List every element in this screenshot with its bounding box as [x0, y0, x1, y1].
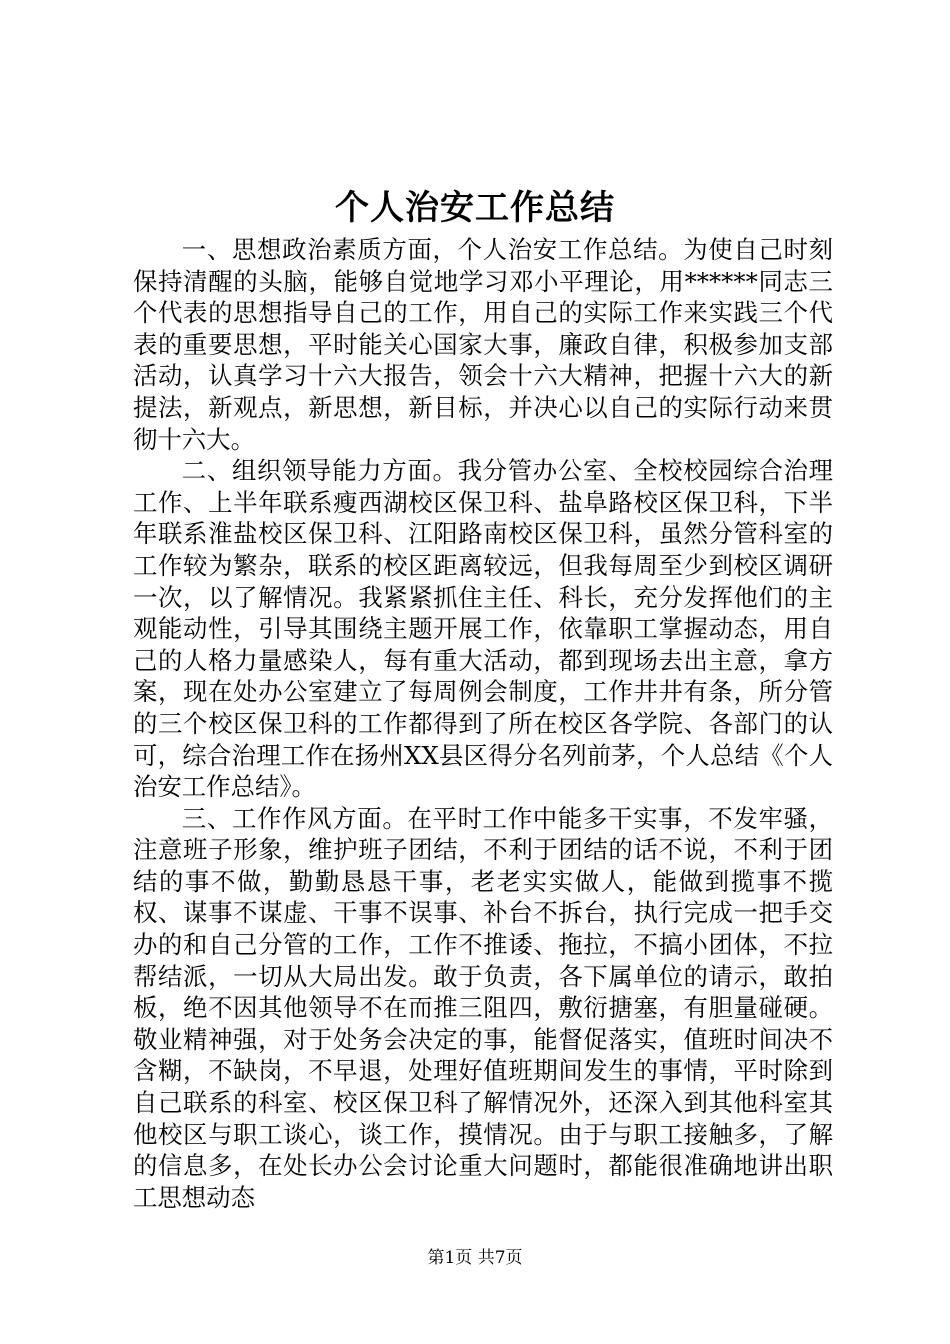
- document-title: 个人治安工作总结: [335, 188, 615, 228]
- paragraph-2: 二、组织领导能力方面。我分管办公室、全校校园综合治理工作、上半年联系瘦西湖校区保卫科、盐阜路校区保卫科，下半年联系淮盐校区保卫科、江阳路南校区保卫科，虽然分管科室的工作较为繁杂，联系的校区距离较远，但我每周至少到校区调研一次，以了解情况。我紧紧抓住主任、科长，充分发挥他们的主观能动性，引导其围绕主题开展工作，依靠职工掌握动态，用自己的人格力量感染人，每有重大活动，都到现场去出主意，拿方案，现在处办公室建立了每周例会制度，工作井井有条，所分管的三个校区保卫科的工作都得到了所在校区各学院、各部门的认可，综合治理工作在扬州XX县区得分名列前茅，个人总结《个人治安工作总结》。: [133, 456, 833, 802]
- page-number-footer: 第1页 共7页: [427, 1248, 523, 1268]
- paragraph-3: 三、工作作风方面。在平时工作中能多干实事，不发牢骚，注意班子形象，维护班子团结，不利于团结的话不说，不利于团结的事不做，勤勤恳恳干事，老老实实做人，能做到揽事不揽权、谋事不谋虚、干事不误事、补台不拆台，执行完成一把手交办的和自己分管的工作，工作不推诿、拖拉，不搞小团体，不拉帮结派，一切从大局出发。敢于负责，各下属单位的请示，敢拍板，绝不因其他领导不在而推三阻四，敷衍搪塞，有胆量碰硬。敬业精神强，对于处务会决定的事，能督促落实，值班时间决不含糊，不缺岗，不早退，处理好值班期间发生的事情，平时除到自己联系的科室、校区保卫科了解情况外，还深入到其他科室其他校区与职工谈心，谈工作，摸情况。由于与职工接触多，了解的信息多，在处长办公会讨论重大问题时，都能很准确地讲出职工思想动态: [133, 803, 833, 1212]
- document-body: [133, 234, 833, 1213]
- paragraph-1: 一、思想政治素质方面，个人治安工作总结。为使自己时刻保持清醒的头脑，能够自觉地学习邓小平理论，用******同志三个代表的思想指导自己的工作，用自己的实际工作来实践三个代表的重要思想，平时能关心国家大事，廉政自律，积极参加支部活动，认真学习十六大报告，领会十六大精神，把握十六大的新提法，新观点，新思想，新目标，并决心以自己的实际行动来贯彻十六大。: [133, 235, 833, 454]
